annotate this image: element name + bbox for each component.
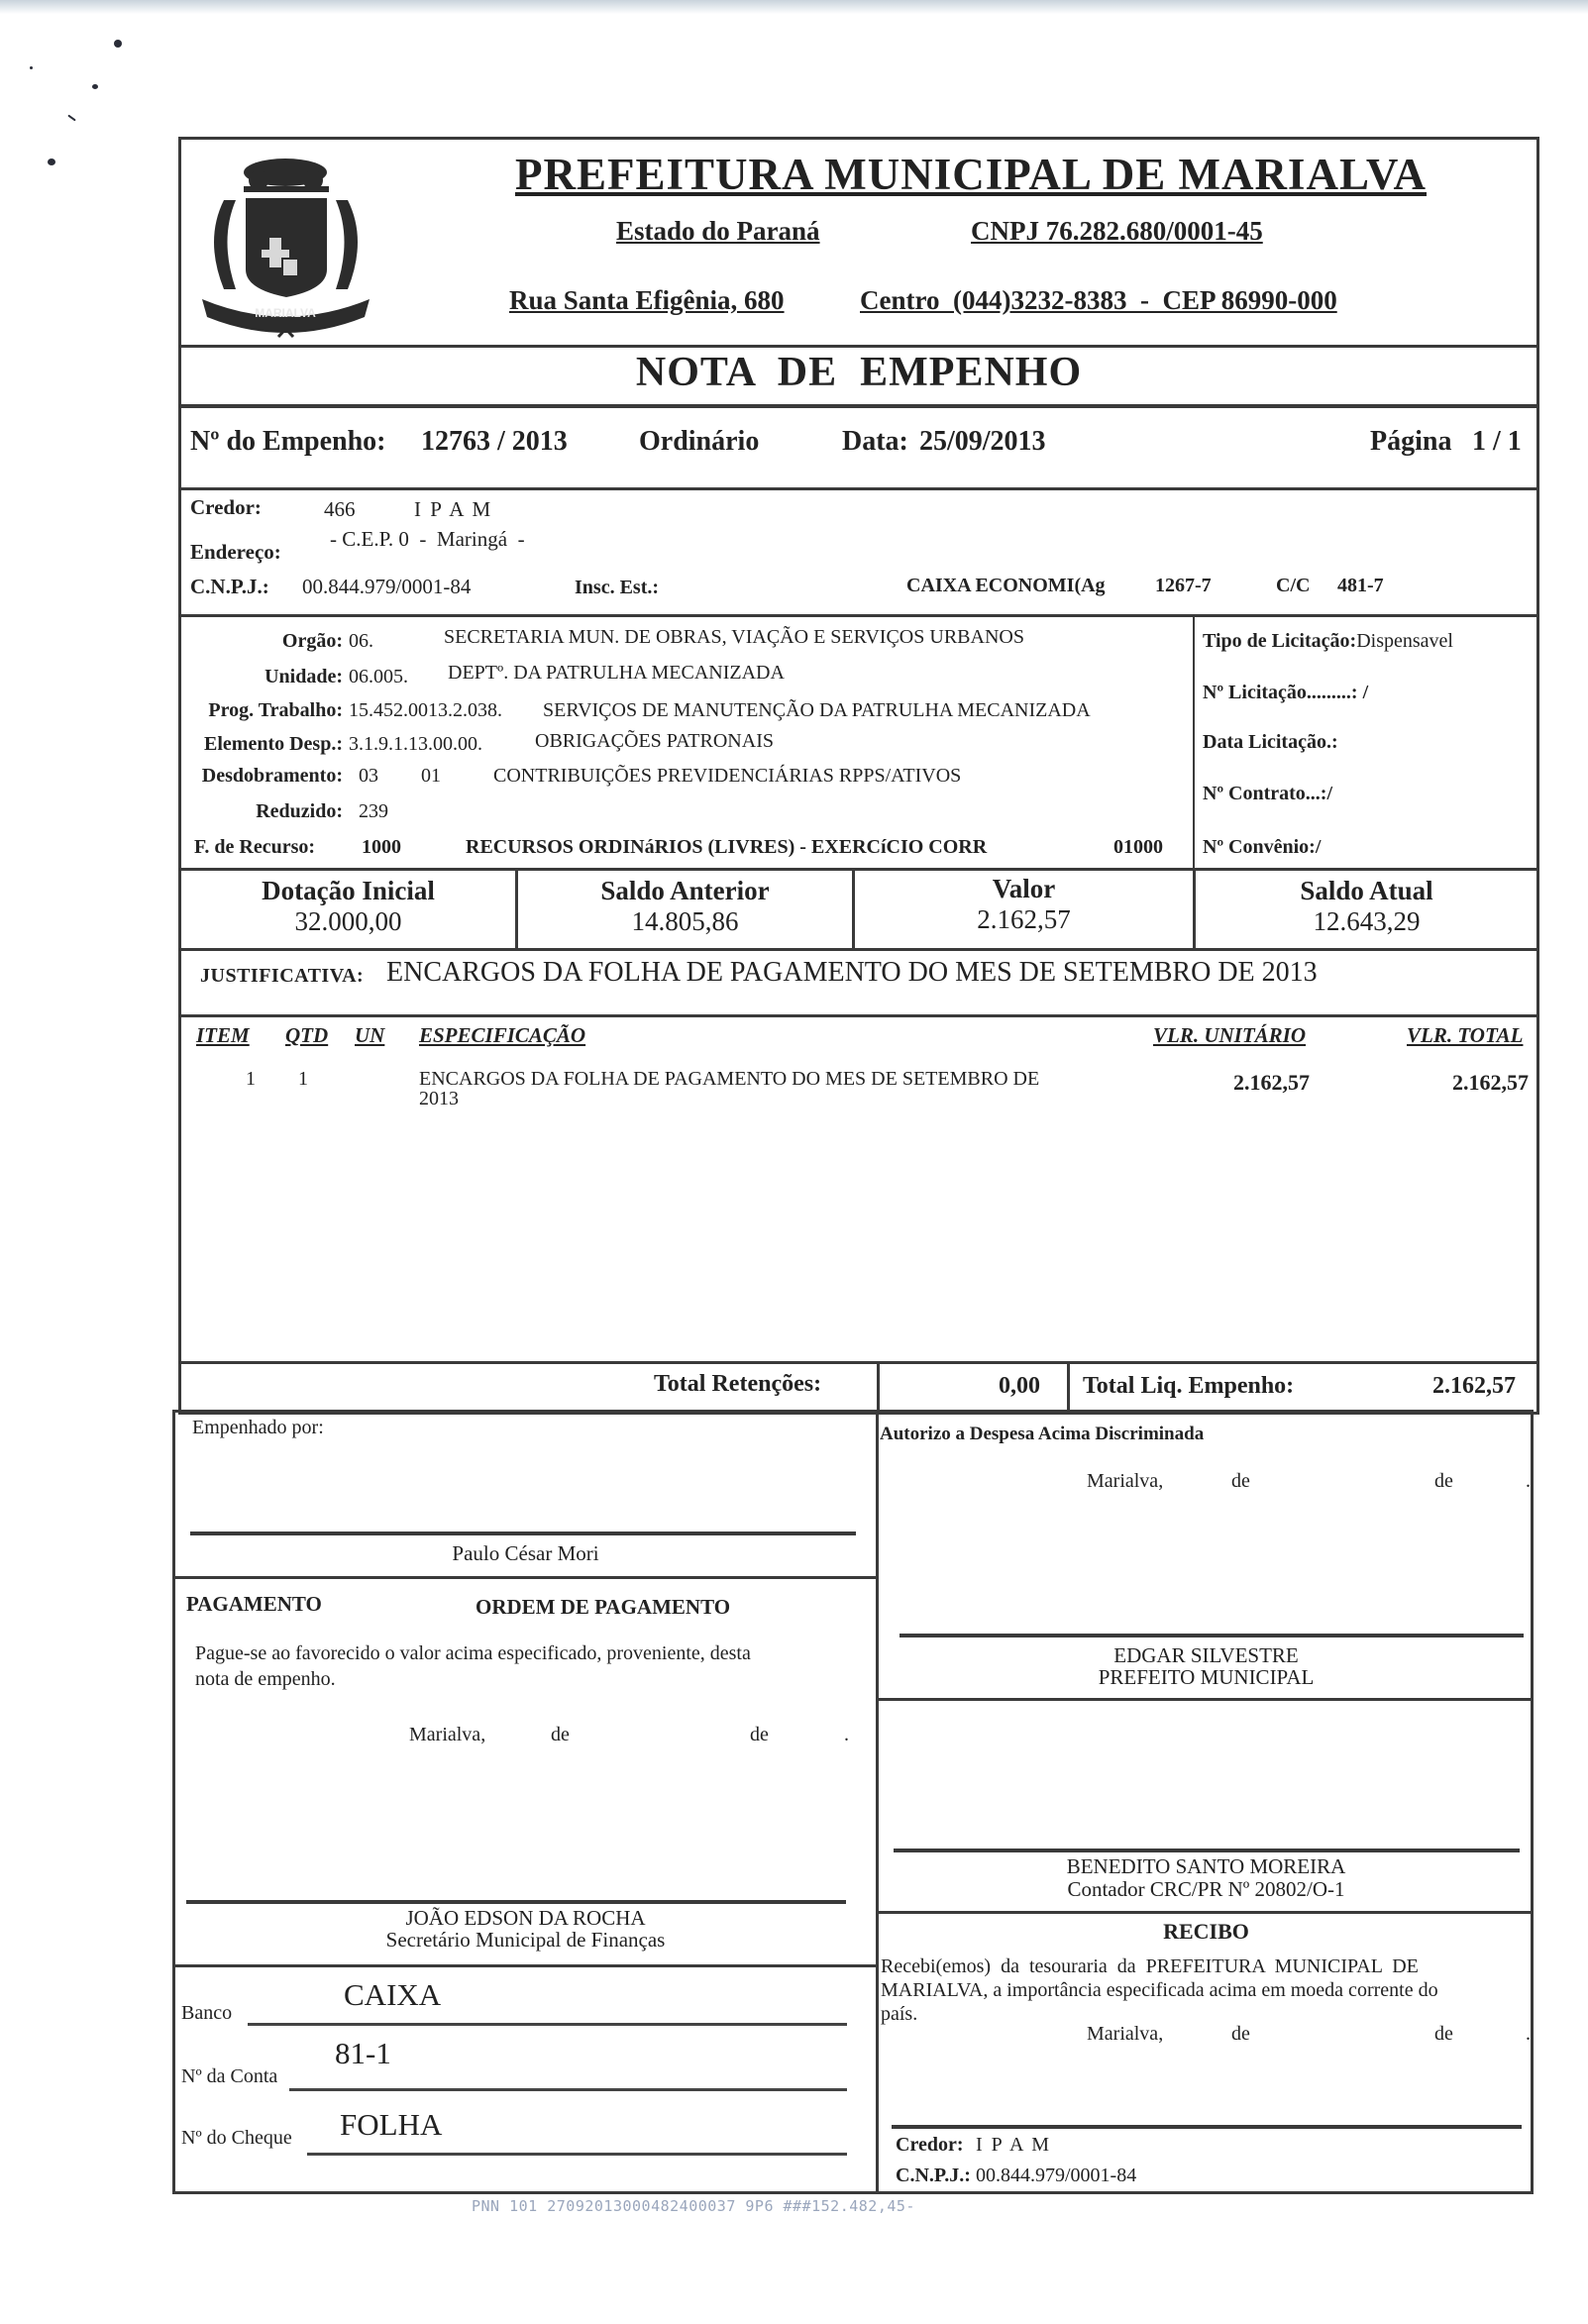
empenho-type: Ordinário <box>639 426 760 457</box>
prog-trabalho-code: 15.452.0013.2.038. <box>349 699 502 721</box>
column-header-unit-value: VLR. UNITÁRIO <box>1153 1023 1307 1047</box>
tipo-licitacao <box>1203 630 1453 653</box>
desdobramento-description: CONTRIBUIÇÕES PREVIDENCIÁRIAS RPPS/ATIVOS <box>493 765 962 787</box>
credor-cc: 481-7 <box>1337 575 1384 596</box>
credor-cnpj-label: C.N.P.J.: <box>190 575 269 598</box>
amount-dotacao-inicial <box>181 876 515 937</box>
banco-line <box>248 2023 847 2026</box>
empenho-date-label: Data: <box>842 426 908 457</box>
amount-value: 32.000,00 <box>294 906 402 936</box>
signature-line <box>186 1900 846 1904</box>
page-number: 1 / 1 <box>1472 426 1522 457</box>
contrato-number: Nº Contrato...:/ <box>1203 783 1333 804</box>
prog-trabalho-description: SERVIÇOS DE MANUTENÇÃO DA PATRULHA MECANIZADA <box>543 699 1091 721</box>
table-row <box>181 1068 1537 1127</box>
elemento-description: OBRIGAÇÕES PATRONAIS <box>535 730 774 752</box>
total-liquido-label: Total Liq. Empenho: <box>1083 1373 1295 1399</box>
cheque-line <box>307 2153 847 2156</box>
amount-value: 12.643,29 <box>1313 906 1421 936</box>
divider <box>876 1412 879 2192</box>
amount-value: 2.162,57 <box>977 904 1071 934</box>
recibo-de-2: de <box>1434 2023 1453 2045</box>
recurso-code: 1000 <box>362 836 401 858</box>
scan-speck <box>67 115 76 122</box>
recibo-cnpj-label: C.N.P.J.: <box>896 2165 971 2186</box>
district-phone-cep: Centro (044)3232-8383 - CEP 86990-000 <box>860 285 1337 315</box>
item-total-value: 2.162,57 <box>1452 1070 1529 1095</box>
empenho-number-label: Nº do Empenho: <box>190 426 386 457</box>
divider <box>878 1911 1534 1914</box>
credor-address: - C.E.P. 0 - Maringá - <box>330 527 525 551</box>
divider <box>1193 616 1195 870</box>
total-retencoes-label: Total Retenções: <box>654 1371 822 1397</box>
document-title: NOTA DE EMPENHO <box>635 350 1083 395</box>
item-quantity: 1 <box>298 1068 308 1090</box>
conta-line <box>289 2088 847 2091</box>
recibo-text-line1: Recebi(emos) da tesouraria da PREFEITURA MUNICIPAL DE <box>881 1955 1419 1977</box>
desdobramento-code-b: 01 <box>421 765 441 787</box>
credor-cnpj: 00.844.979/0001-84 <box>302 575 472 598</box>
credor-agency: 1267-7 <box>1155 575 1212 596</box>
pagamento-dot: . <box>844 1724 849 1745</box>
page-label: Página <box>1370 426 1452 457</box>
secretario-signer: JOÃO EDSON DA ROCHA <box>405 1906 646 1930</box>
tipo-licitacao-value: Dispensavel <box>1356 630 1453 652</box>
reduzido-label: Reduzido: <box>256 800 343 822</box>
autorizo-place: Marialva, <box>1087 1470 1164 1492</box>
recibo-title: RECIBO <box>1163 1919 1249 1944</box>
desdobramento-label: Desdobramento: <box>201 765 343 787</box>
divider <box>178 1361 1539 1364</box>
orgao-description: SECRETARIA MUN. DE OBRAS, VIAÇÃO E SERVIÇOS URBANOS <box>444 626 1024 648</box>
cheque-value: FOLHA <box>340 2107 443 2142</box>
column-header-total-value: VLR. TOTAL <box>1407 1023 1524 1047</box>
recibo-text-line3: país. <box>881 2003 918 2025</box>
column-header-qtd: QTD <box>285 1023 329 1047</box>
orgao-label: Orgão: <box>281 630 343 652</box>
svg-text:MARIALVA: MARIALVA <box>255 306 316 320</box>
amount-valor <box>855 874 1193 935</box>
scan-edge-shading <box>0 0 1588 14</box>
recibo-credor-label: Credor: <box>896 2134 964 2156</box>
amount-saldo-anterior <box>518 876 852 937</box>
municipality-title: PREFEITURA MUNICIPAL DE MARIALVA <box>515 150 1428 199</box>
divider <box>1067 1363 1070 1411</box>
secretario-role: Secretário Municipal de Finanças <box>385 1928 666 1952</box>
unidade-label: Unidade: <box>265 666 343 687</box>
insc-est-label: Insc. Est.: <box>575 577 660 598</box>
unidade-code: 06.005. <box>349 666 408 687</box>
signature-line <box>894 1849 1520 1852</box>
divider <box>178 1014 1539 1017</box>
divider <box>174 1964 876 1967</box>
divider <box>178 487 1539 490</box>
pagamento-label: PAGAMENTO <box>186 1592 322 1616</box>
total-liquido-value: 2.162,57 <box>1432 1373 1516 1399</box>
contador-signer: BENEDITO SANTO MOREIRA <box>1066 1854 1346 1878</box>
item-spec-line2: 2013 <box>419 1088 459 1109</box>
column-header-un: UN <box>355 1023 385 1047</box>
unidade-description: DEPTº. DA PATRULHA MECANIZADA <box>448 662 785 684</box>
convenio-number: Nº Convênio:/ <box>1203 836 1322 858</box>
divider <box>178 614 1539 617</box>
recurso-label: F. de Recurso: <box>194 836 316 858</box>
divider <box>877 1363 880 1413</box>
column-header-item: ITEM <box>196 1023 250 1047</box>
credor-code: 466 <box>324 497 356 521</box>
justificativa-label: JUSTIFICATIVA: <box>200 965 365 987</box>
autorizo-label: Autorizo a Despesa Acima Discriminada <box>880 1424 1205 1444</box>
divider <box>178 948 1539 951</box>
licitacao-date: Data Licitação.: <box>1203 731 1338 753</box>
cheque-label: Nº do Cheque <box>181 2127 292 2149</box>
scan-speck <box>30 66 33 69</box>
conta-value: 81-1 <box>335 2036 391 2070</box>
scan-speck <box>114 40 122 48</box>
divider <box>878 1698 1534 1701</box>
ordem-pagamento-title: ORDEM DE PAGAMENTO <box>476 1595 731 1619</box>
recibo-dot: . <box>1526 2023 1531 2045</box>
credor-bank: CAIXA ECONOMI(Ag <box>906 575 1106 596</box>
empenhado-signer: Paulo César Mori <box>452 1541 599 1565</box>
banco-label: Banco <box>181 2002 233 2024</box>
credor-cc-label: C/C <box>1276 575 1311 596</box>
recurso-description: RECURSOS ORDINáRIOS (LIVRES) - EXERCíCIO CORR <box>466 836 988 858</box>
recibo-cnpj: 00.844.979/0001-84 <box>976 2165 1137 2186</box>
state-label: Estado do Paraná <box>616 216 820 246</box>
credor-label: Credor: <box>190 495 262 519</box>
recibo-credor: I P A M <box>976 2134 1052 2156</box>
divider <box>178 868 1539 871</box>
prefeito-signer: EDGAR SILVESTRE <box>1113 1643 1299 1667</box>
signature-line <box>190 1532 856 1535</box>
divider <box>178 404 1539 408</box>
municipal-coat-of-arms-icon <box>184 151 387 339</box>
justificativa-text: ENCARGOS DA FOLHA DE PAGAMENTO DO MES DE SETEMBRO DE 2013 <box>386 957 1318 988</box>
scan-speck <box>92 84 98 89</box>
prefeito-role: PREFEITO MUNICIPAL <box>1098 1665 1315 1689</box>
item-spec-line1: ENCARGOS DA FOLHA DE PAGAMENTO DO MES DE SETEMBRO DE <box>419 1068 1040 1090</box>
reduzido-value: 239 <box>359 800 388 822</box>
empenho-date: 25/09/2013 <box>919 426 1046 457</box>
pagamento-text-line1: Pague-se ao favorecido o valor acima especificado, proveniente, desta <box>195 1642 751 1664</box>
elemento-code: 3.1.9.1.13.00.00. <box>349 733 482 755</box>
credor-name: I P A M <box>414 497 493 521</box>
total-retencoes-value: 0,00 <box>999 1373 1040 1399</box>
pagamento-de-1: de <box>551 1724 570 1745</box>
recibo-text-line2: MARIALVA, a importância especificada acima em moeda corrente do <box>881 1979 1438 2001</box>
recibo-place: Marialva, <box>1087 2023 1164 2045</box>
bank-authentication-code: PNN 101 27092013000482400037 9P6 ###152.482,45- <box>472 2197 915 2215</box>
elemento-label: Elemento Desp.: <box>204 733 343 755</box>
prog-trabalho-label: Prog. Trabalho: <box>208 699 343 721</box>
licitacao-number: Nº Licitação.........: / <box>1203 682 1369 703</box>
street-address: Rua Santa Efigênia, 680 <box>509 285 785 315</box>
tipo-licitacao-label: Tipo de Licitação: <box>1203 630 1357 652</box>
amount-value: 14.805,86 <box>631 906 739 936</box>
column-header-specification: ESPECIFICAÇÃO <box>419 1023 586 1047</box>
empenhado-por-label: Empenhado por: <box>192 1417 324 1438</box>
divider <box>174 1576 876 1579</box>
address-label: Endereço: <box>190 540 281 564</box>
autorizo-de-1: de <box>1231 1470 1250 1492</box>
amount-label: Dotação Inicial <box>262 876 435 905</box>
contador-role: Contador CRC/PR Nº 20802/O-1 <box>1067 1877 1345 1901</box>
pagamento-de-2: de <box>750 1724 769 1745</box>
recibo-de-1: de <box>1231 2023 1250 2045</box>
amount-label: Saldo Anterior <box>600 876 770 905</box>
orgao-code: 06. <box>349 630 373 652</box>
pagamento-text-line2: nota de empenho. <box>195 1668 336 1690</box>
item-number: 1 <box>246 1068 256 1090</box>
pagamento-place: Marialva, <box>409 1724 486 1745</box>
autorizo-dot: . <box>1526 1470 1531 1492</box>
item-unit-value: 2.162,57 <box>1233 1070 1310 1095</box>
banco-value: CAIXA <box>344 1977 442 2012</box>
amount-saldo-atual <box>1196 876 1537 937</box>
amount-label: Saldo Atual <box>1300 876 1433 905</box>
signature-line <box>892 2125 1522 2129</box>
amount-label: Valor <box>992 874 1056 903</box>
conta-label: Nº da Conta <box>181 2065 278 2087</box>
municipality-cnpj: CNPJ 76.282.680/0001-45 <box>971 216 1263 246</box>
autorizo-de-2: de <box>1434 1470 1453 1492</box>
desdobramento-code-a: 03 <box>359 765 378 787</box>
divider <box>178 345 1539 348</box>
lower-section-border <box>172 1410 1534 2194</box>
signature-line <box>900 1634 1524 1637</box>
empenho-number: 12763 / 2013 <box>421 426 568 457</box>
scan-speck <box>48 158 55 165</box>
recurso-code-2: 01000 <box>1113 836 1163 858</box>
